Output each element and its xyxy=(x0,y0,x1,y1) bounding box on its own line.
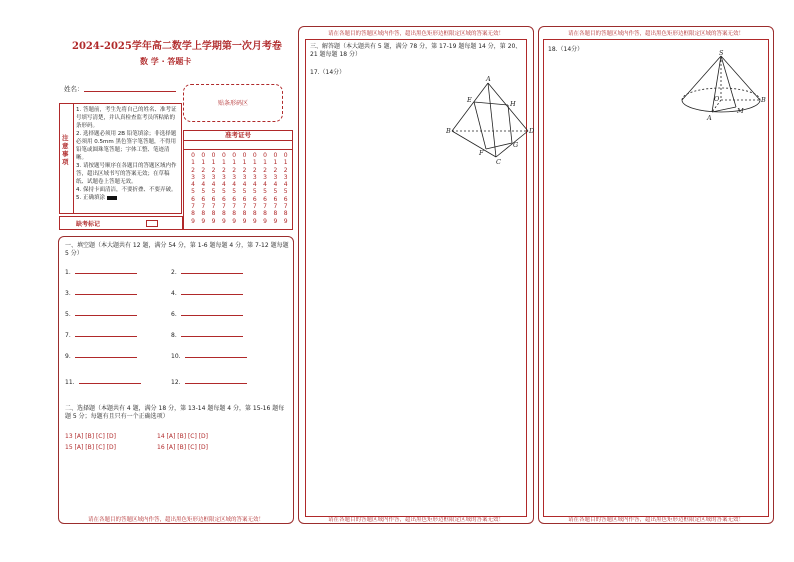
id-digit[interactable]: 5 xyxy=(283,188,288,196)
barcode-area xyxy=(183,84,283,122)
id-digit[interactable]: 3 xyxy=(232,173,237,181)
notes-label: 注意事项 xyxy=(62,134,69,166)
id-digit[interactable]: 6 xyxy=(211,195,216,203)
bottom-warning-mid: 请在各题目的答题区域内作答，超出黑色矩形边框限定区域的答案无效！ xyxy=(327,517,504,523)
id-digit[interactable]: 6 xyxy=(273,195,278,203)
id-digit[interactable]: 3 xyxy=(201,173,206,181)
choice-row-14[interactable]: 14 [A] [B] [C] [D] xyxy=(157,433,209,440)
id-digit[interactable]: 7 xyxy=(211,203,216,211)
id-digit[interactable]: 1 xyxy=(242,159,247,167)
note-item: 4. 保持卡面清洁，不要折叠、不要弄破。 xyxy=(76,187,177,193)
id-label: 准考证号 xyxy=(225,131,251,139)
blank-answer-line[interactable] xyxy=(181,267,243,274)
id-digit[interactable]: 6 xyxy=(242,195,247,203)
id-digit[interactable]: 4 xyxy=(211,181,216,189)
id-digit-column[interactable] xyxy=(219,152,229,225)
id-digit[interactable]: 1 xyxy=(263,159,267,167)
id-digit-grid[interactable] xyxy=(188,152,292,227)
section3-title: 三、解答题（本大题共有 5 题，满分 78 分，第 17-19 题每题 14 分，第 20、21 题每题 18 分） xyxy=(310,43,522,58)
id-digit[interactable]: 5 xyxy=(263,188,267,196)
fig18-label: M xyxy=(737,107,744,115)
id-digit[interactable]: 1 xyxy=(221,159,226,167)
id-digit[interactable]: 0 xyxy=(252,152,257,159)
fig17-label: F xyxy=(479,149,484,157)
id-digit[interactable]: 4 xyxy=(273,181,278,189)
id-digit[interactable]: 9 xyxy=(232,217,237,225)
blank-answer-line[interactable] xyxy=(75,330,137,337)
id-digit[interactable]: 3 xyxy=(283,173,288,181)
note-item: 1. 答题前，考生先将自己的姓名、准考证号填写清楚，并认真检查监考员所粘贴的条形码。 xyxy=(76,107,177,129)
blank-answer-line[interactable] xyxy=(75,351,137,358)
fill-blank-item xyxy=(65,330,137,339)
id-digit[interactable]: 8 xyxy=(201,210,206,218)
id-digit[interactable]: 3 xyxy=(273,173,278,181)
id-digit[interactable]: 5 xyxy=(201,188,206,196)
id-digit[interactable]: 1 xyxy=(232,159,237,167)
id-digit[interactable]: 2 xyxy=(252,166,257,174)
id-digit[interactable]: 7 xyxy=(283,203,288,211)
id-digit[interactable]: 3 xyxy=(242,173,247,181)
blank-number: 5. xyxy=(65,311,71,318)
id-digit[interactable]: 8 xyxy=(273,210,278,218)
id-digit[interactable]: 7 xyxy=(252,203,257,211)
fig18-label: B xyxy=(761,96,766,104)
id-digit[interactable]: 8 xyxy=(191,210,195,218)
answer-box-18[interactable] xyxy=(543,39,769,517)
fill-blank-item xyxy=(171,351,247,360)
id-digit[interactable]: 8 xyxy=(232,210,237,218)
id-digit-column[interactable] xyxy=(198,152,208,225)
id-digit[interactable]: 4 xyxy=(242,181,247,189)
id-digit[interactable]: 0 xyxy=(242,152,247,159)
id-digit[interactable]: 0 xyxy=(283,152,288,159)
id-digit-column[interactable] xyxy=(250,152,260,225)
id-digit[interactable]: 3 xyxy=(263,173,267,181)
name-field[interactable] xyxy=(84,91,176,92)
blank-number: 3. xyxy=(65,290,71,297)
objective-panel xyxy=(58,236,294,524)
id-digit[interactable]: 9 xyxy=(201,217,206,225)
id-digit[interactable]: 6 xyxy=(252,195,257,203)
id-digit[interactable]: 7 xyxy=(221,203,226,211)
blank-number: 6. xyxy=(171,311,177,318)
id-digit[interactable]: 4 xyxy=(252,181,257,189)
id-digit[interactable]: 3 xyxy=(221,173,226,181)
section2-title: 二、选择题（本题共有 4 题，满分 18 分，第 13-14 题每题 4 分，第 15-16 题每题 5 分；每题有且只有一个正确选项） xyxy=(65,405,285,420)
fig17-label: H xyxy=(510,100,516,108)
id-digit[interactable]: 6 xyxy=(191,195,195,203)
id-digit[interactable]: 0 xyxy=(191,152,195,159)
id-digit[interactable]: 9 xyxy=(221,217,226,225)
answer-box-17[interactable] xyxy=(305,39,535,517)
id-digit[interactable]: 7 xyxy=(242,203,247,211)
bottom-warning-right: 请在各题目的答题区域内作答，超出黑色矩形边框限定区域的答案无效！ xyxy=(567,517,744,523)
id-digit[interactable]: 7 xyxy=(191,203,195,211)
filled-sample-icon xyxy=(107,196,117,200)
note-item: 5. 正确填涂 xyxy=(76,194,180,202)
id-digit[interactable]: 4 xyxy=(221,181,226,189)
id-digit[interactable]: 8 xyxy=(221,210,226,218)
id-digit[interactable]: 6 xyxy=(221,195,226,203)
fig18-label: S xyxy=(719,50,724,57)
id-digit[interactable]: 6 xyxy=(263,195,267,203)
id-digit[interactable]: 0 xyxy=(273,152,278,159)
notes-list xyxy=(76,106,180,202)
bottom-warning-left: 请在各题目的答题区域内作答，超出黑色矩形边框限定区域的答案无效！ xyxy=(87,517,264,523)
id-digit[interactable]: 2 xyxy=(242,166,247,174)
barcode-label: 贴条形码区 xyxy=(217,100,248,107)
fill-blank-item xyxy=(171,288,243,297)
id-digit[interactable]: 1 xyxy=(283,159,288,167)
id-digit-column[interactable] xyxy=(260,152,270,225)
blank-answer-line[interactable] xyxy=(79,377,141,384)
id-digit[interactable]: 5 xyxy=(242,188,247,196)
id-digit[interactable]: 9 xyxy=(211,217,216,225)
note-item: 2. 选择题必须用 2B 铅笔填涂；非选择题必须用 0.5mm 黑色签字笔答题，不得用铅笔或圆珠笔答题；字体工整、笔迹清晰。 xyxy=(76,131,177,161)
fill-blank-item xyxy=(65,288,137,297)
choice-row-15[interactable]: 15 [A] [B] [C] [D] xyxy=(65,444,117,451)
id-digit[interactable]: 5 xyxy=(273,188,278,196)
id-digit[interactable]: 1 xyxy=(191,159,195,167)
id-digit[interactable]: 7 xyxy=(201,203,206,211)
blank-answer-line[interactable] xyxy=(181,309,243,316)
id-digit[interactable]: 2 xyxy=(221,166,226,174)
blank-answer-line[interactable] xyxy=(185,351,247,358)
id-digit-column[interactable] xyxy=(188,152,198,225)
id-digit[interactable]: 4 xyxy=(232,181,237,189)
id-digit[interactable]: 9 xyxy=(252,217,257,225)
choice-row-13[interactable]: 13 [A] [B] [C] [D] xyxy=(65,433,117,440)
blank-answer-line[interactable] xyxy=(75,267,137,274)
subject-title: 数 学 · 答题卡 xyxy=(140,57,192,66)
fill-blank-item xyxy=(65,309,137,318)
blank-number: 8. xyxy=(171,332,177,339)
notes-box xyxy=(59,103,182,214)
q17-label: 17.（14分） xyxy=(310,69,346,76)
blank-number: 1. xyxy=(65,269,71,276)
fill-blank-item xyxy=(171,330,243,339)
id-digit[interactable]: 2 xyxy=(201,166,206,174)
cone-figure xyxy=(674,50,769,130)
id-digit[interactable]: 4 xyxy=(283,181,288,189)
name-label: 姓名： xyxy=(64,85,84,93)
id-digit[interactable]: 2 xyxy=(232,166,237,174)
exam-title: 2024-2025学年高二数学上学期第一次月考卷 xyxy=(72,41,282,52)
answer-panel-17 xyxy=(298,26,534,524)
id-digit[interactable]: 0 xyxy=(232,152,237,159)
id-digit[interactable]: 2 xyxy=(283,166,288,174)
id-digit[interactable]: 2 xyxy=(191,166,195,174)
id-digit[interactable]: 5 xyxy=(191,188,195,196)
blank-answer-line[interactable] xyxy=(75,288,137,295)
tetrahedron-figure xyxy=(446,75,536,165)
id-digit[interactable]: 0 xyxy=(221,152,226,159)
id-digit[interactable]: 3 xyxy=(211,173,216,181)
blank-answer-line[interactable] xyxy=(181,330,243,337)
id-digit[interactable]: 5 xyxy=(232,188,237,196)
q18-label: 18.（14分） xyxy=(548,46,584,53)
id-digit[interactable]: 2 xyxy=(211,166,216,174)
id-digit[interactable]: 8 xyxy=(263,210,267,218)
fig17-label: B xyxy=(446,127,451,135)
id-digit[interactable]: 9 xyxy=(283,217,288,225)
fig17-label: D xyxy=(529,127,535,135)
blank-number: 12. xyxy=(171,379,181,386)
id-digit[interactable]: 9 xyxy=(242,217,247,225)
blank-number: 4. xyxy=(171,290,177,297)
id-digit[interactable]: 9 xyxy=(191,217,195,225)
fig17-label: C xyxy=(496,158,501,165)
blank-answer-line[interactable] xyxy=(75,309,137,316)
id-digit[interactable]: 6 xyxy=(283,195,288,203)
note-item: 3. 请按题号顺序在各题目的答题区域内作答，超出区域书写的答案无效；在草稿纸、试题卷上答题无效。 xyxy=(76,163,177,185)
id-digit[interactable]: 3 xyxy=(252,173,257,181)
id-digit[interactable]: 0 xyxy=(211,152,216,159)
id-digit[interactable]: 9 xyxy=(263,217,267,225)
absent-checkbox[interactable] xyxy=(146,220,158,227)
blank-number: 7. xyxy=(65,332,71,339)
fig17-label: G xyxy=(513,141,519,149)
id-digit[interactable]: 8 xyxy=(252,210,257,218)
id-digit[interactable]: 8 xyxy=(211,210,216,218)
id-digit[interactable]: 1 xyxy=(211,159,216,167)
id-digit-column[interactable] xyxy=(240,152,250,225)
blank-number: 11. xyxy=(65,379,75,386)
top-warning-right: 请在各题目的答题区域内作答，超出黑色矩形边框限定区域的答案无效！ xyxy=(567,31,744,37)
id-digit[interactable]: 6 xyxy=(201,195,206,203)
id-digit[interactable]: 5 xyxy=(221,188,226,196)
fig17-label: A xyxy=(486,75,491,83)
id-digit[interactable]: 2 xyxy=(273,166,278,174)
id-digit[interactable]: 1 xyxy=(201,159,206,167)
absent-label: 缺考标记 xyxy=(76,221,101,228)
fill-blank-item xyxy=(65,267,137,276)
id-digit-column[interactable] xyxy=(229,152,239,225)
id-digit[interactable]: 7 xyxy=(273,203,278,211)
fill-blank-item xyxy=(171,377,247,386)
choice-row-16[interactable]: 16 [A] [B] [C] [D] xyxy=(157,444,209,451)
id-digit[interactable]: 8 xyxy=(242,210,247,218)
id-box xyxy=(183,130,293,230)
fig18-label: O xyxy=(714,95,720,103)
fig18-label: A xyxy=(707,114,712,122)
id-digit[interactable]: 7 xyxy=(263,203,267,211)
top-warning-mid: 请在各题目的答题区域内作答，超出黑色矩形边框限定区域的答案无效！ xyxy=(327,31,504,37)
id-digit[interactable]: 7 xyxy=(232,203,237,211)
answer-panel-18 xyxy=(538,26,774,524)
id-digit[interactable]: 1 xyxy=(252,159,257,167)
fill-blank-item xyxy=(171,267,243,276)
id-digit[interactable]: 3 xyxy=(191,173,195,181)
fill-blank-item xyxy=(65,351,137,360)
id-digit[interactable]: 2 xyxy=(263,166,267,174)
id-digit-column[interactable] xyxy=(281,152,291,225)
id-digit[interactable]: 5 xyxy=(252,188,257,196)
blank-number: 2. xyxy=(171,269,177,276)
blank-number: 10. xyxy=(171,353,181,360)
id-digit-column[interactable] xyxy=(270,152,280,225)
id-digit[interactable]: 0 xyxy=(201,152,206,159)
id-digit-column[interactable] xyxy=(209,152,219,225)
fig17-label: E xyxy=(467,96,472,104)
absent-box xyxy=(59,216,183,230)
blank-answer-line[interactable] xyxy=(181,288,243,295)
id-digit[interactable]: 4 xyxy=(191,181,195,189)
id-digit[interactable]: 6 xyxy=(232,195,237,203)
fill-blank-item xyxy=(171,309,243,318)
id-digit[interactable]: 9 xyxy=(273,217,278,225)
id-digit[interactable]: 4 xyxy=(201,181,206,189)
blank-answer-line[interactable] xyxy=(185,377,247,384)
blank-number: 9. xyxy=(65,353,71,360)
id-digit[interactable]: 8 xyxy=(283,210,288,218)
id-digit[interactable]: 4 xyxy=(263,181,267,189)
id-digit[interactable]: 0 xyxy=(263,152,267,159)
fill-blank-item xyxy=(65,377,141,386)
id-digit[interactable]: 1 xyxy=(273,159,278,167)
id-digit[interactable]: 5 xyxy=(211,188,216,196)
section1-title: 一、填空题（本大题共有 12 题，满分 54 分，第 1-6 题每题 4 分，第 7-12 题每题 5 分） xyxy=(65,242,289,257)
